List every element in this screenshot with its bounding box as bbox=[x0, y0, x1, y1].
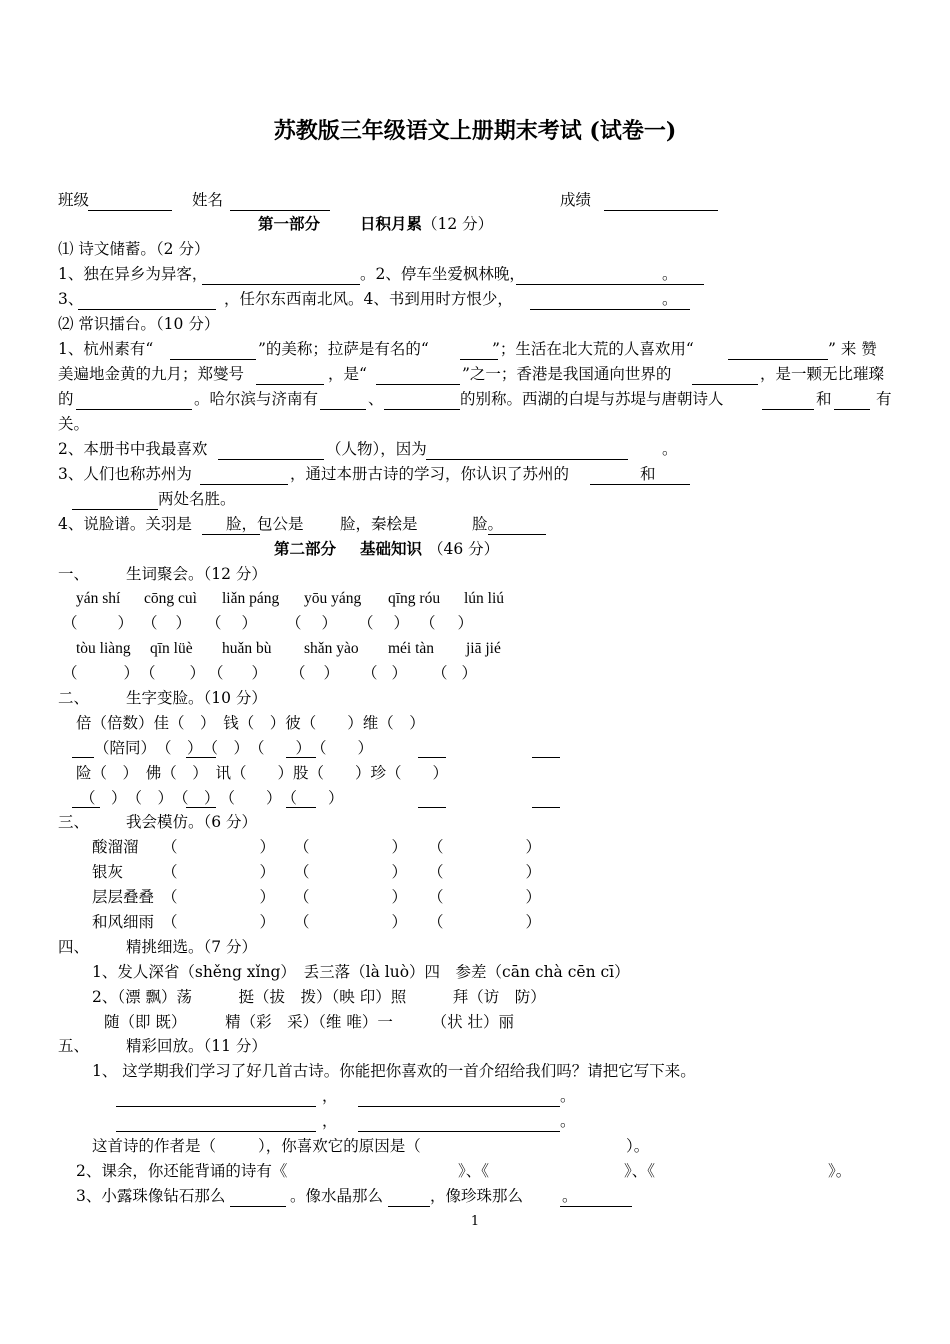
answer-paren[interactable]: （ ） bbox=[362, 664, 408, 682]
part2-heading: 第二部分 bbox=[274, 539, 337, 558]
q1-blank-3[interactable] bbox=[78, 309, 216, 310]
q2-line3-b: 。哈尔滨与济南有 bbox=[194, 390, 319, 408]
q2-blank-18[interactable] bbox=[488, 534, 546, 535]
poem-period: 。 bbox=[560, 1112, 576, 1130]
q2-blank-1[interactable] bbox=[170, 359, 256, 360]
s2-num: 二、 bbox=[58, 689, 90, 707]
part1-heading-score: （12 分） bbox=[422, 215, 494, 233]
s3-item-2: 银灰 bbox=[92, 863, 124, 881]
q2-blank-14[interactable] bbox=[200, 484, 288, 485]
pinyin-1-3: liǎn páng bbox=[222, 590, 280, 607]
s2-blank[interactable] bbox=[186, 807, 216, 808]
q2-blank-9[interactable] bbox=[384, 409, 460, 410]
q2-line1-c: ”；生活在北大荒的人喜欢用“ bbox=[492, 340, 694, 358]
page-number: 1 bbox=[470, 1214, 480, 1229]
q2-blank-13[interactable] bbox=[426, 459, 628, 460]
part2-heading-name: 基础知识 bbox=[360, 539, 423, 558]
q2-blank-7[interactable] bbox=[76, 409, 192, 410]
answer-paren[interactable]: （ ） bbox=[62, 614, 134, 632]
page-title: 苏教版三年级语文上册期末考试 (试卷一) bbox=[273, 118, 677, 144]
s2-blank[interactable] bbox=[418, 807, 446, 808]
answer-paren[interactable]: （ ） bbox=[290, 664, 340, 682]
s2-blank[interactable] bbox=[72, 757, 94, 758]
q2-line3-c: 、 bbox=[368, 390, 384, 408]
q2-blank-12[interactable] bbox=[218, 459, 324, 460]
q2-blank-5[interactable] bbox=[376, 384, 460, 385]
s2-blank[interactable] bbox=[532, 807, 560, 808]
poem-blank[interactable] bbox=[358, 1106, 560, 1107]
s5-line2-d: 》。 bbox=[828, 1162, 852, 1180]
s5-blank-1[interactable] bbox=[230, 1206, 286, 1207]
s5-title: 精彩回放。（11 分） bbox=[126, 1037, 267, 1055]
q2-line4: 关。 bbox=[58, 415, 90, 433]
q2-line1-d: ” 来 赞 bbox=[828, 340, 877, 358]
s2-row1: 倍（倍数）佳（ ） 钱（ ）彼（ ）维（ ） bbox=[76, 714, 425, 732]
pinyin-1-5: qīng róu bbox=[388, 590, 441, 607]
s2-blank[interactable] bbox=[186, 757, 216, 758]
q1-line2-a: 3、 bbox=[58, 290, 84, 308]
q1-blank-2[interactable] bbox=[516, 284, 704, 285]
poem-comma: ， bbox=[322, 1112, 338, 1130]
q2-blank-10[interactable] bbox=[762, 409, 814, 410]
s2-blank[interactable] bbox=[72, 807, 100, 808]
q2-line2-b: ，是“ bbox=[328, 365, 367, 383]
q2-line8-b: 脸，包公是 bbox=[226, 515, 304, 533]
pinyin-2-2: qīn lüè bbox=[150, 640, 193, 657]
pinyin-1-2: cōng cuì bbox=[144, 590, 197, 607]
answer-paren[interactable]: （ ） bbox=[140, 664, 206, 682]
s4-num: 四、 bbox=[58, 938, 90, 956]
q2-line2-d: ，是一颗无比璀璨 bbox=[760, 365, 885, 383]
q2-blank-4[interactable] bbox=[256, 384, 324, 385]
s2-row4: （ ） （ ） （ ） （ ） （ ） bbox=[80, 789, 344, 807]
q2-line8-d: 脸。 bbox=[472, 515, 504, 533]
answer-paren[interactable]: （ ） bbox=[162, 863, 276, 881]
s1-title: 生词聚会。（12 分） bbox=[126, 565, 267, 583]
s4-title: 精挑细选。（7 分） bbox=[126, 938, 258, 956]
q2-line3-d: 的别称。西湖的白堤与苏堤与唐朝诗人 bbox=[460, 390, 724, 408]
s5-line2-b: 》、《 bbox=[458, 1162, 490, 1180]
part2-heading-score: （46 分） bbox=[428, 540, 500, 558]
s5-line1: 1、 这学期我们学习了好几首古诗。你能把你喜欢的一首介绍给我们吗？请把它写下来。 bbox=[92, 1062, 696, 1080]
q1-blank-4[interactable] bbox=[530, 309, 690, 310]
pinyin-2-3: huǎn bù bbox=[222, 640, 272, 657]
s2-blank[interactable] bbox=[286, 757, 316, 758]
s2-row3: 险（ ） 佛（ ） 讯（ ）股（ ）珍（ ） bbox=[76, 764, 449, 782]
q2-blank-6[interactable] bbox=[692, 384, 758, 385]
poem-blank[interactable] bbox=[358, 1131, 560, 1132]
s2-title: 生字变脸。（10 分） bbox=[126, 689, 267, 707]
pinyin-1-6: lún liú bbox=[464, 590, 505, 607]
s3-item-4: 和风细雨 bbox=[92, 913, 155, 931]
q2-line1-a: 1、杭州素有“ bbox=[58, 340, 154, 358]
q2-blank-17[interactable] bbox=[202, 534, 260, 535]
s5-line3-c: ，像珍珠那么 bbox=[430, 1187, 524, 1205]
name-blank[interactable] bbox=[230, 210, 330, 211]
q2-line5-c: 。 bbox=[662, 440, 678, 458]
q1-blank-1[interactable] bbox=[202, 284, 360, 285]
q1-line1-c: 。 bbox=[662, 265, 678, 283]
class-blank[interactable] bbox=[88, 210, 172, 211]
q2-line6-b: ，通过本册古诗的学习，你认识了苏州的 bbox=[290, 465, 570, 483]
poem-period: 。 bbox=[560, 1087, 576, 1105]
q2-line8-a: 4、说脸谱。关羽是 bbox=[58, 515, 192, 533]
q2-title: ⑵ 常识擂台。（10 分） bbox=[58, 315, 220, 333]
s4-line1: 1、发人深省（shěng xǐng） 丢三落（là luò）四 参差（cān chà cēn cī） bbox=[92, 963, 630, 981]
poem-comma: ， bbox=[322, 1087, 338, 1105]
s3-item-1: 酸溜溜 bbox=[92, 838, 139, 856]
s4-line3: 随（即 既） 精（彩 采）（维 唯）一 （状 壮）丽 bbox=[104, 1013, 515, 1031]
q2-line6-c: 和 bbox=[640, 465, 656, 483]
q2-line7: 两处名胜。 bbox=[158, 490, 236, 508]
answer-paren[interactable]: （ ） bbox=[294, 913, 408, 931]
s5-num: 五、 bbox=[58, 1037, 90, 1055]
s5-line2-a: 2、课余，你还能背诵的诗有《 bbox=[76, 1162, 288, 1180]
answer-paren[interactable]: （ ） bbox=[162, 913, 276, 931]
s2-blank[interactable] bbox=[286, 807, 316, 808]
name-label: 姓名 bbox=[192, 191, 224, 209]
answer-paren[interactable]: （ ） bbox=[62, 664, 140, 682]
q2-line3-e: 和 bbox=[816, 390, 832, 408]
s5-line3-b: 。像水晶那么 bbox=[290, 1187, 384, 1205]
s3-num: 三、 bbox=[58, 813, 90, 831]
q2-line2-c: ”之一；香港是我国通向世界的 bbox=[462, 365, 672, 383]
s5-author-c: ）。 bbox=[626, 1137, 650, 1155]
pinyin-2-1: tòu liàng bbox=[76, 640, 131, 657]
q2-blank-2[interactable] bbox=[460, 359, 498, 360]
class-label: 班级 bbox=[58, 191, 90, 209]
answer-paren[interactable]: （ ） bbox=[428, 888, 542, 906]
q2-line5-a: 2、本册书中我最喜欢 bbox=[58, 440, 208, 458]
q2-blank-16[interactable] bbox=[72, 509, 158, 510]
q2-blank-15[interactable] bbox=[590, 484, 690, 485]
s2-blank[interactable] bbox=[532, 757, 560, 758]
answer-paren[interactable]: （ ） bbox=[358, 614, 410, 632]
q2-line3-a: 的 bbox=[58, 390, 74, 408]
pinyin-1-4: yōu yáng bbox=[304, 590, 362, 607]
s5-line3-d: 。 bbox=[562, 1187, 578, 1205]
answer-paren[interactable]: （ ） bbox=[286, 614, 338, 632]
answer-paren[interactable]: （ ） bbox=[142, 614, 192, 632]
answer-paren[interactable]: （ ） bbox=[432, 664, 478, 682]
q1-line1-b: 。2、停车坐爱枫林晚， bbox=[360, 265, 525, 283]
pinyin-1-1: yán shí bbox=[76, 590, 121, 607]
q1-line2-b: ，任尔东西南北风。4、书到用时方恨少， bbox=[224, 290, 513, 308]
q2-line5-b: （人物），因为 bbox=[326, 440, 427, 458]
q2-line2-a: 美遍地金黄的九月；郑燮号 bbox=[58, 365, 245, 383]
s5-blank-3[interactable] bbox=[560, 1206, 632, 1207]
s5-line3-a: 3、小露珠像钻石那么 bbox=[76, 1187, 226, 1205]
s2-blank[interactable] bbox=[418, 757, 446, 758]
answer-paren[interactable]: （ ） bbox=[294, 863, 408, 881]
s5-author-b: ），你喜欢它的原因是（ bbox=[258, 1137, 421, 1155]
q2-blank-3[interactable] bbox=[728, 359, 828, 360]
q2-blank-11[interactable] bbox=[834, 409, 870, 410]
s5-author-a: 这首诗的作者是（ bbox=[92, 1137, 217, 1155]
s4-line2: 2、（漂 飘）荡 挺（拔 拨）（映 印）照 拜（访 防） bbox=[92, 988, 546, 1006]
s1-num: 一、 bbox=[58, 565, 90, 583]
q2-line8-c: 脸，秦桧是 bbox=[340, 515, 418, 533]
answer-paren[interactable]: （ ） bbox=[428, 838, 542, 856]
answer-paren[interactable]: （ ） bbox=[294, 838, 408, 856]
s5-blank-2[interactable] bbox=[388, 1206, 430, 1207]
part1-heading-name: 日积月累 bbox=[360, 214, 423, 233]
q2-line1-b: ”的美称；拉萨是有名的“ bbox=[258, 340, 429, 358]
answer-paren[interactable]: （ ） bbox=[294, 888, 408, 906]
s3-title: 我会模仿。（6 分） bbox=[126, 813, 258, 831]
q1-line1-a: 1、独在异乡为异客， bbox=[58, 265, 208, 283]
q2-line6-a: 3、人们也称苏州为 bbox=[58, 465, 192, 483]
pinyin-2-6: jiā jié bbox=[466, 640, 501, 657]
pinyin-2-5: méi tàn bbox=[388, 640, 435, 657]
answer-paren[interactable]: （ ） bbox=[428, 913, 542, 931]
s5-line2-c: 》、《 bbox=[624, 1162, 656, 1180]
s3-item-3: 层层叠叠 bbox=[92, 888, 155, 906]
s2-row2: （陪同） （ ） （ ） （ ） （ ） bbox=[94, 739, 374, 757]
poem-blank[interactable] bbox=[116, 1131, 316, 1132]
score-label: 成绩 bbox=[560, 191, 592, 209]
answer-paren[interactable]: （ ） bbox=[162, 888, 276, 906]
q2-blank-8[interactable] bbox=[320, 409, 366, 410]
part1-heading: 第一部分 bbox=[258, 214, 321, 233]
answer-paren[interactable]: （ ） bbox=[206, 614, 258, 632]
score-blank[interactable] bbox=[604, 210, 718, 211]
q1-line2-c: 。 bbox=[662, 290, 678, 308]
q2-line3-f: 有 bbox=[876, 390, 892, 408]
answer-paren[interactable]: （ ） bbox=[208, 664, 268, 682]
answer-paren[interactable]: （ ） bbox=[428, 863, 542, 881]
poem-blank[interactable] bbox=[116, 1106, 316, 1107]
pinyin-2-4: shǎn yào bbox=[304, 640, 359, 657]
answer-paren[interactable]: （ ） bbox=[420, 614, 474, 632]
q1-title: ⑴ 诗文储蓄。（2 分） bbox=[58, 240, 210, 258]
answer-paren[interactable]: （ ） bbox=[162, 838, 276, 856]
